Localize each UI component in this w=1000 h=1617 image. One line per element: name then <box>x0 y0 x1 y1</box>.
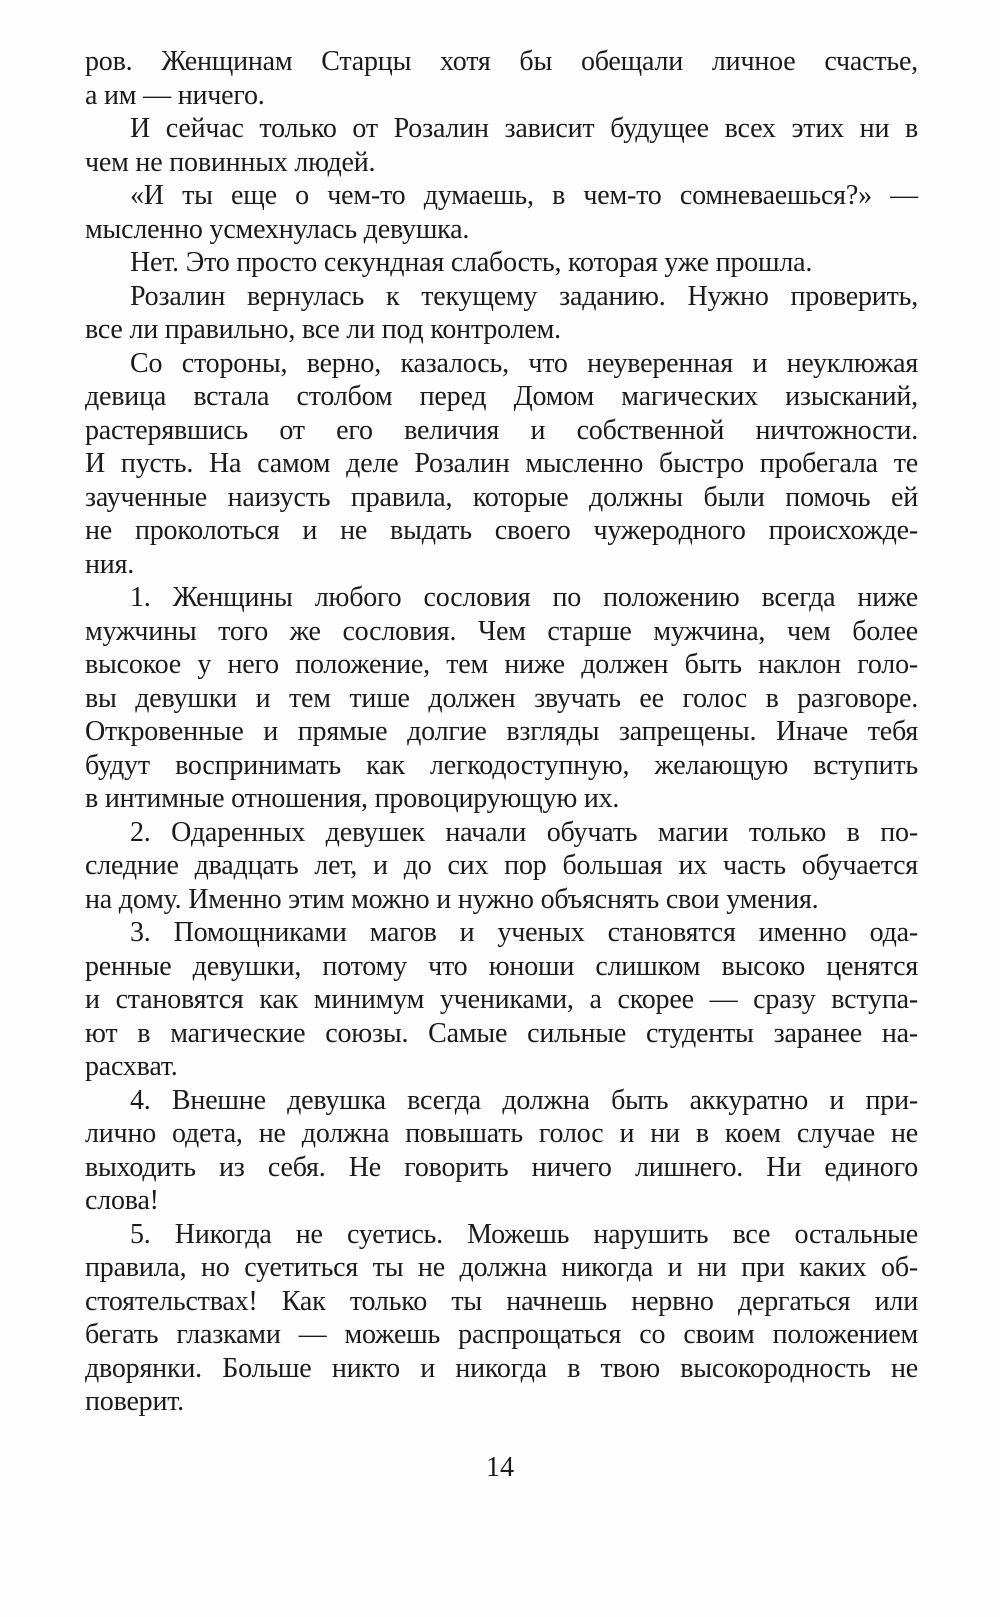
text-line: Откровенные и прямые долгие взгляды запрещены. Иначе тебя <box>85 716 918 747</box>
text-line: слова! <box>85 1185 159 1216</box>
text-line: ренные девушки, потому что юноши слишком высоко ценятся <box>85 950 918 982</box>
text-line: следние двадцать лет, и до сих пор большая их часть обучается <box>85 850 918 881</box>
paragraph <box>85 45 918 112</box>
text-line: 1. Женщины любого сословия по положению всегда ниже <box>130 582 918 613</box>
text-line: все ли правильно, все ли под контролем. <box>85 314 561 345</box>
text-line: И сейчас только от Розалин зависит будущее всех этих ни в <box>130 113 918 144</box>
text-line: стоятельствах! Как только ты начнешь нервно дергаться или <box>85 1285 918 1317</box>
text-line: поверит. <box>85 1386 184 1417</box>
paragraph <box>85 280 918 347</box>
text-line: будут воспринимать как легкодоступную, желающую вступить <box>85 749 918 781</box>
paragraph <box>85 916 918 1084</box>
text-line: не проколоться и не выдать своего чужеродного происхожде- <box>85 515 918 546</box>
paragraph <box>85 1084 918 1218</box>
paragraph <box>85 112 918 179</box>
text-line: 2. Одаренных девушек начали обучать магии только в по- <box>130 816 918 848</box>
text-line: расхват. <box>85 1051 178 1082</box>
text-line: «И ты еще о чем-то думаешь, в чем-то сомневаешься?» — <box>130 180 918 211</box>
text-line: девица встала столбом перед Домом магических изысканий, <box>85 381 918 412</box>
paragraph <box>85 1218 918 1419</box>
text-line: растерявшись от его величия и собственной ничтожности. <box>85 414 918 446</box>
text-line: мужчины того же сословия. Чем старше мужчина, чем более <box>85 615 918 647</box>
paragraph <box>85 816 918 917</box>
text-line: на дому. Именно этим можно и нужно объяснять свои умения. <box>85 883 819 915</box>
paragraph <box>85 246 918 280</box>
paragraph <box>85 347 918 582</box>
text-line: ров. Женщинам Старцы хотя бы обещали личное счастье, <box>85 46 918 77</box>
text-line: бегать глазками — можешь распрощаться со своим положением <box>85 1319 918 1350</box>
text-line: 4. Внешне девушка всегда должна быть аккуратно и при- <box>130 1084 918 1116</box>
text-line: мысленно усмехнулась девушка. <box>85 213 470 245</box>
text-line: правила, но суетиться ты не должна никогда и ни при каких об- <box>85 1252 918 1283</box>
text-line: и становятся как минимум учениками, а скорее — сразу вступа- <box>85 984 918 1015</box>
text-line: Со стороны, верно, казалось, что неуверенная и неуклюжая <box>130 347 918 379</box>
text-line: вы девушки и тем тише должен звучать ее голос в разговоре. <box>85 682 918 714</box>
paragraph <box>85 179 918 246</box>
text-line: а им — ничего. <box>85 79 265 111</box>
text-line: 5. Никогда не суетись. Можешь нарушить все остальные <box>130 1218 918 1250</box>
text-line: лично одета, не должна повышать голос и ни в коем случае не <box>85 1118 918 1149</box>
text-line: высокое у него положение, тем ниже должен быть наклон голо- <box>85 649 918 680</box>
text-line: ют в магические союзы. Самые сильные студенты заранее на- <box>85 1017 918 1049</box>
body-text <box>85 45 918 1419</box>
text-line: заученные наизусть правила, которые должны были помочь ей <box>85 481 918 513</box>
text-line: 3. Помощниками магов и ученых становятся именно ода- <box>130 917 918 948</box>
text-line: И пусть. На самом деле Розалин мысленно быстро пробегала те <box>85 448 918 479</box>
text-line: ния. <box>85 548 135 580</box>
text-line: выходить из себя. Не говорить ничего лишнего. Ни единого <box>85 1151 918 1183</box>
text-line: чем не повинных людей. <box>85 146 376 178</box>
page-number: 14 <box>486 1452 514 1483</box>
text-line: в интимные отношения, провоцирующую их. <box>85 783 620 814</box>
text-line: дворянки. Больше никто и никогда в твою высокородность не <box>85 1352 918 1384</box>
paragraph <box>85 581 918 816</box>
text-line: Розалин вернулась к текущему заданию. Нужно проверить, <box>130 280 918 312</box>
text-line: Нет. Это просто секундная слабость, которая уже прошла. <box>130 247 813 278</box>
